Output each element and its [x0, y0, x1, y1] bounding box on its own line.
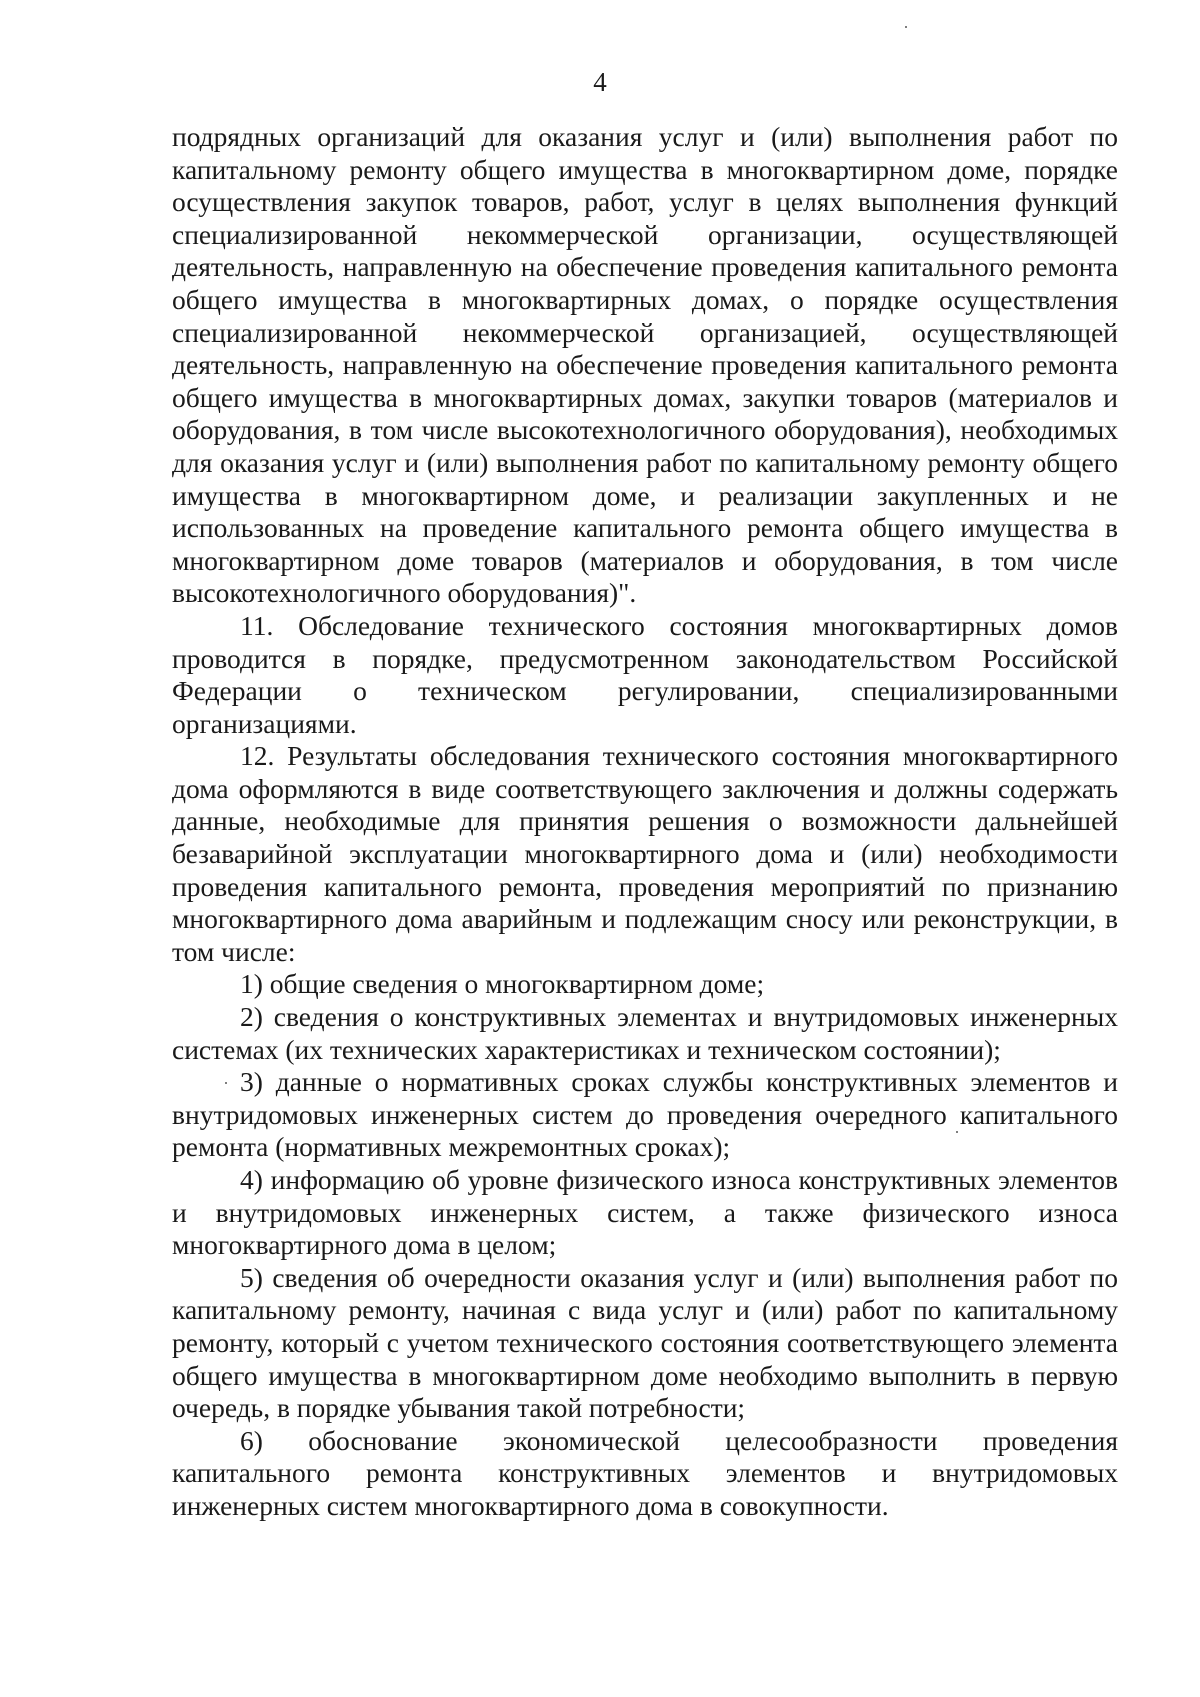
- list-item-6: 6) обоснование экономической целесообразности проведения капитального ремонта конструктивных элементов и внутридомовых инженерных систем многоквартирного дома в совокупности.: [172, 1424, 1118, 1521]
- paragraph-continuation: подрядных организаций для оказания услуг и (или) выполнения работ по капитальному ремонту общего имущества в многоквартирном доме, порядке осуществления закупок товаров, работ, услуг в целях выполнения функций специализированной некоммерческой организации, осуществляющей деятельность, направленную на обеспечение проведения капитального ремонта общего имущества в многоквартирных домах, о порядке осуществления специализированной некоммерческой организацией, осуществляющей деятельность, направленную на обеспечение проведения капитального ремонта общего имущества в многоквартирных домах, закупки товаров (материалов и оборудования, в том числе высокотехнологичного оборудования), необходимых для оказания услуг и (или) выполнения работ по капитальному ремонту общего имущества в многоквартирном доме, и реализации закупленных и не использованных на проведение капитального ремонта общего имущества в многоквартирном доме товаров (материалов и оборудования, в том числе высокотехнологичного оборудования)".: [172, 121, 1118, 609]
- scan-speck: [956, 1131, 958, 1133]
- list-item-5: 5) сведения об очередности оказания услуг и (или) выполнения работ по капитальному ремонту, начиная с вида услуг и (или) работ по капитальному ремонту, который с учетом технического состояния соответствующего элемента общего имущества в многоквартирном доме необходимо выполнить в первую очередь, в порядке убывания такой потребности;: [172, 1261, 1118, 1424]
- list-item-4: 4) информацию об уровне физического износа конструктивных элементов и внутридомовых инженерных систем, а также физического износа многоквартирного дома в целом;: [172, 1164, 1118, 1261]
- list-item-3: 3) данные о нормативных сроках службы конструктивных элементов и внутридомовых инженерных систем до проведения очередного капитального ремонта (нормативных межремонтных сроках);: [172, 1066, 1118, 1163]
- page-number: 4: [593, 67, 607, 97]
- paragraph-item-12: 12. Результаты обследования технического состояния многоквартирного дома оформляются в виде соответствующего заключения и должны содержать данные, необходимые для принятия решения о возможности дальнейшей безаварийной эксплуатации многоквартирного дома и (или) необходимости проведения капитального ремонта, проведения мероприятий по признанию многоквартирного дома аварийным и подлежащим сносу или реконструкции, в том числе:: [172, 740, 1118, 967]
- document-body: [172, 121, 1118, 1523]
- paragraph-item-11: 11. Обследование технического состояния многоквартирных домов проводится в порядке, предусмотренном законодательством Российской Федерации о техническом регулировании, специализированными организациями.: [172, 609, 1118, 739]
- list-item-1: 1) общие сведения о многоквартирном доме;: [240, 968, 765, 1000]
- scan-speck: [225, 1082, 227, 1084]
- list-item-2: 2) сведения о конструктивных элементах и внутридомовых инженерных системах (их технических характеристиках и техническом состоянии);: [172, 1001, 1118, 1065]
- scan-speck: [905, 26, 907, 28]
